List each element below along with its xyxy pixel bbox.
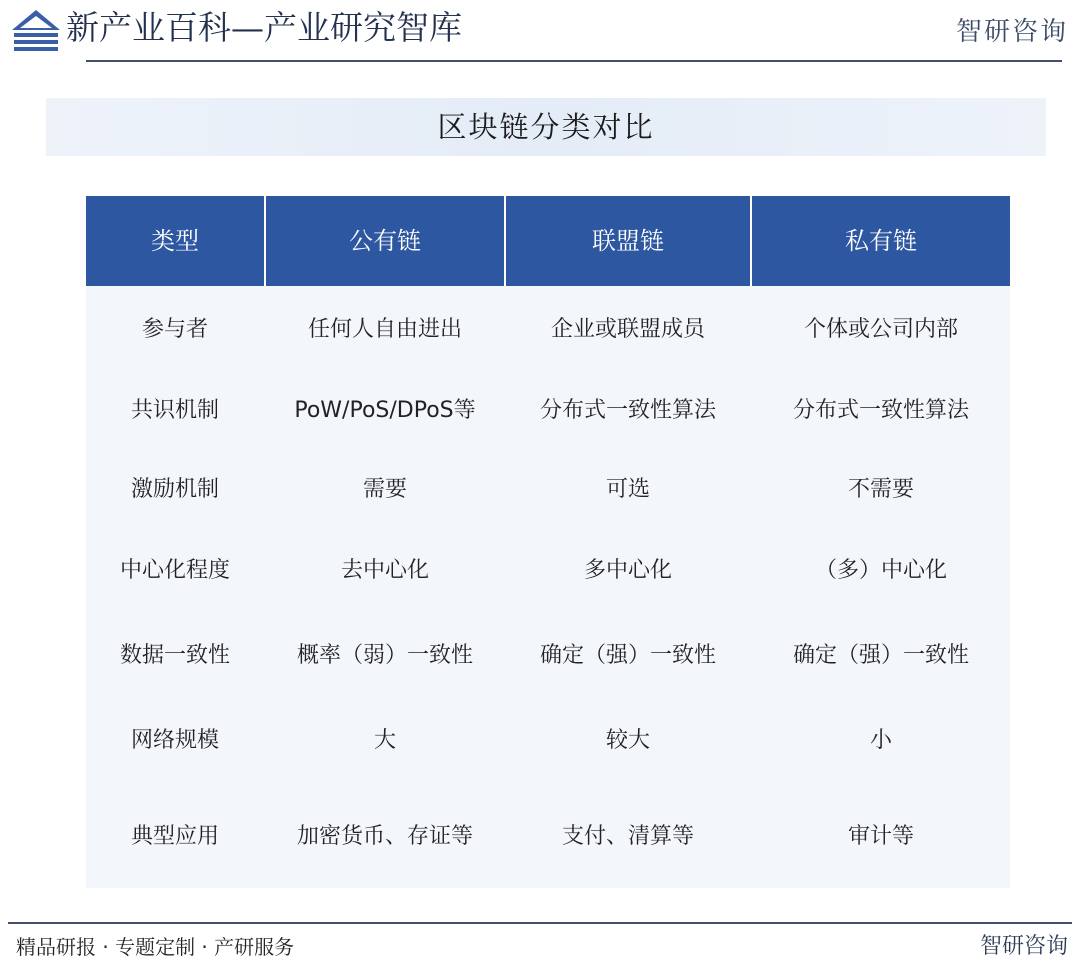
comparison-table (86, 196, 1010, 888)
row-label: 网络规模 (130, 727, 219, 753)
page-header (0, 0, 1080, 64)
table-cell: 大 (373, 727, 396, 753)
header-title: 新产业百科—产业研究智库 (66, 8, 462, 47)
table-row (86, 286, 1010, 368)
table-cell: 概率（弱）一致性 (296, 642, 473, 668)
row-label: 共识机制 (130, 397, 219, 423)
table-cell: 多中心化 (583, 557, 672, 583)
table-cell: 分布式一致性算法 (792, 397, 969, 423)
logo-icon (10, 8, 62, 52)
table-cell: 支付、清算等 (561, 823, 694, 849)
row-label: 数据一致性 (119, 642, 230, 668)
table-row (86, 696, 1010, 780)
header-divider (86, 60, 1062, 62)
table-row (86, 526, 1010, 610)
table-cell: PoW/PoS/DPoS等 (294, 397, 476, 423)
table-cell: 不需要 (847, 476, 914, 502)
table-cell: 小 (869, 727, 892, 753)
table-cell: 需要 (362, 476, 407, 502)
table-cell: 加密货币、存证等 (296, 823, 473, 849)
column-header-0: 类型 (86, 196, 264, 286)
column-header-3: 私有链 (752, 196, 1010, 286)
table-cell: 去中心化 (340, 557, 429, 583)
row-label: 激励机制 (130, 476, 219, 502)
page-title: 区块链分类对比 (437, 110, 655, 144)
table-cell: 确定（强）一致性 (539, 642, 716, 668)
title-band (46, 98, 1046, 156)
footer-brand: 智研咨询 (979, 934, 1068, 959)
footer-slogan: 精品研报 · 专题定制 · 产研服务 (16, 935, 295, 959)
table-cell: 分布式一致性算法 (539, 397, 716, 423)
footer-divider (8, 922, 1072, 924)
table-cell: 确定（强）一致性 (792, 642, 969, 668)
table-cell: 企业或联盟成员 (550, 316, 705, 342)
table-cell: 个体或公司内部 (803, 316, 958, 342)
table-row (86, 448, 1010, 526)
row-label: 典型应用 (130, 823, 219, 849)
table-cell: 任何人自由进出 (307, 316, 462, 342)
column-header-2: 联盟链 (506, 196, 750, 286)
table-cell: 可选 (605, 476, 650, 502)
table-header-row (86, 196, 1010, 286)
table-row (86, 780, 1010, 888)
column-header-1: 公有链 (266, 196, 504, 286)
table-row (86, 610, 1010, 696)
table-row (86, 368, 1010, 448)
row-label: 参与者 (141, 316, 208, 342)
table-cell: 较大 (605, 727, 650, 753)
table-cell: 审计等 (847, 823, 914, 849)
brand-name: 智研咨询 (955, 17, 1068, 47)
row-label: 中心化程度 (119, 557, 230, 583)
table-cell: （多）中心化 (814, 557, 947, 583)
